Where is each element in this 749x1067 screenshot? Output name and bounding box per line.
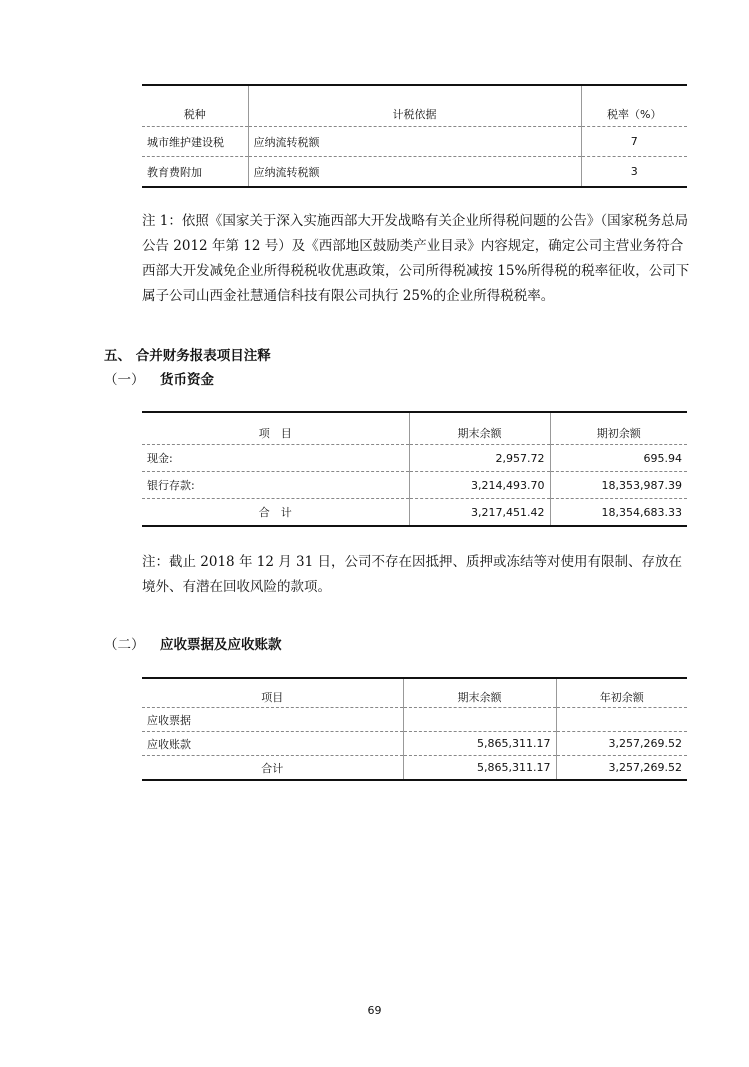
tax-header-rate: 税率（%） xyxy=(581,85,687,127)
ar-header-item: 项目 xyxy=(142,678,403,708)
subsection-number: （一） xyxy=(104,372,145,388)
table-row-total xyxy=(142,756,687,781)
receivables-table xyxy=(142,677,687,781)
cash-table xyxy=(142,411,687,527)
cash-cell-closing: 3,217,451.42 xyxy=(409,499,550,527)
cash-cell-opening: 695.94 xyxy=(550,445,687,472)
table-row xyxy=(142,127,687,157)
ar-cell-opening: 3,257,269.52 xyxy=(556,756,687,781)
tax-header-type: 税种 xyxy=(142,85,248,127)
subsection-title: 应收票据及应收账款 xyxy=(160,637,282,653)
cash-header-item: 项 目 xyxy=(142,412,409,445)
page-number: 69 xyxy=(367,1004,382,1017)
subsection-title: 货币资金 xyxy=(160,372,214,388)
ar-cell-total-label: 合计 xyxy=(261,761,284,775)
ar-header-closing: 期末余额 xyxy=(403,678,556,708)
cash-note-paragraph: 注：截止 2018 年 12 月 31 日，公司不存在因抵押、质押或冻结等对使用有限制、存放在境外、有潜在回收风险的款项。 xyxy=(142,554,682,595)
ar-cell-item: 应收账款 xyxy=(147,737,191,751)
tax-cell-type: 城市维护建设税 xyxy=(147,135,224,149)
ar-cell-item: 应收票据 xyxy=(147,713,191,727)
ar-cell-closing xyxy=(403,708,556,732)
cash-cell-total-label: 合 计 xyxy=(258,506,292,519)
table-row xyxy=(142,157,687,188)
table-row xyxy=(142,732,687,756)
cash-cell-item: 现金: xyxy=(147,452,173,465)
tax-cell-rate: 3 xyxy=(581,157,687,188)
cash-cell-opening: 18,353,987.39 xyxy=(550,472,687,499)
cash-header-closing: 期末余额 xyxy=(409,412,550,445)
tax-note-paragraph: 注 1：依照《国家关于深入实施西部大开发战略有关企业所得税问题的公告》（国家税务总局公告 2012 年第 12 号）及《西部地区鼓励类产业目录》内容规定，确定公司主营业务符合西部大开发减免企业所得税税收优惠政策，公司所得税减按 15%所得税的税率征收，公司下属子公司山西金社慧通信科技有限公司执行 25%的企业所得税税率。 xyxy=(142,213,690,304)
ar-cell-closing: 5,865,311.17 xyxy=(403,756,556,781)
ar-cell-closing: 5,865,311.17 xyxy=(403,732,556,756)
ar-cell-opening xyxy=(556,708,687,732)
cash-cell-item: 银行存款: xyxy=(147,479,195,492)
tax-cell-type: 教育费附加 xyxy=(147,165,202,179)
tax-header-basis: 计税依据 xyxy=(248,85,581,127)
tax-cell-basis: 应纳流转税额 xyxy=(248,127,581,157)
table-row-total xyxy=(142,499,687,527)
section-heading: 五、 合并财务报表项目注释 xyxy=(104,348,271,364)
ar-header-opening: 年初余额 xyxy=(556,678,687,708)
cash-cell-closing: 3,214,493.70 xyxy=(409,472,550,499)
table-row xyxy=(142,708,687,732)
tax-cell-basis: 应纳流转税额 xyxy=(248,157,581,188)
ar-cell-opening: 3,257,269.52 xyxy=(556,732,687,756)
cash-cell-closing: 2,957.72 xyxy=(409,445,550,472)
tax-rate-table xyxy=(142,84,687,188)
cash-header-opening: 期初余额 xyxy=(550,412,687,445)
subsection-number: （二） xyxy=(104,637,145,653)
tax-cell-rate: 7 xyxy=(581,127,687,157)
table-row xyxy=(142,472,687,499)
cash-cell-opening: 18,354,683.33 xyxy=(550,499,687,527)
table-row xyxy=(142,445,687,472)
